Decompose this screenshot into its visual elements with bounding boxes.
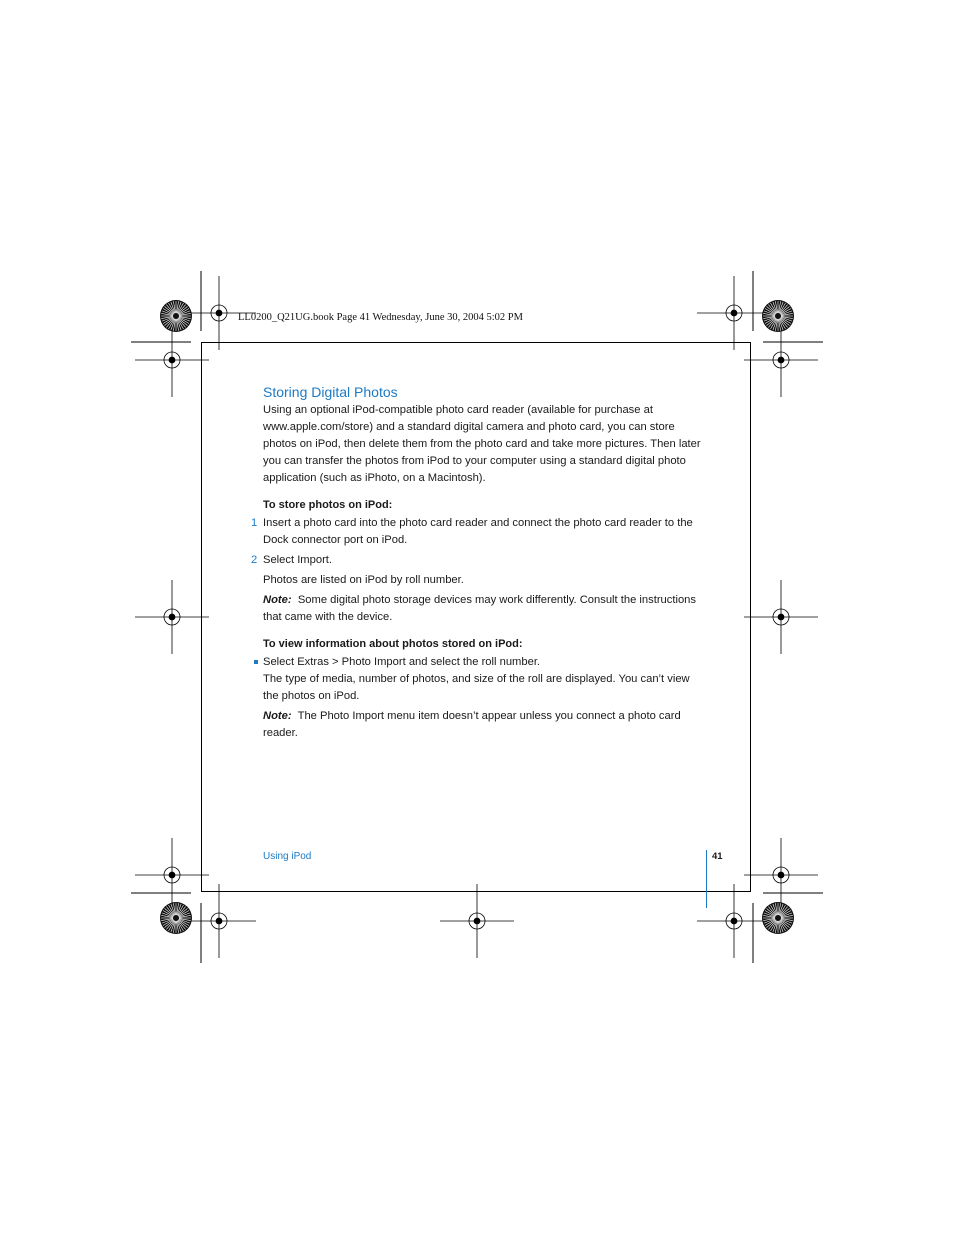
page-number: 41 <box>712 851 723 862</box>
step-text: Insert a photo card into the photo card reader and connect the photo card reader to the Dock connector port on iPod. <box>263 517 693 546</box>
bullet-text: Select Extras > Photo Import and select the roll number. <box>263 656 541 668</box>
note-text: Some digital photo storage devices may work differently. Consult the instructions that came with the device. <box>263 594 696 623</box>
view-note <box>263 708 703 742</box>
print-slug: LL0200_Q21UG.book Page 41 Wednesday, June 30, 2004 5:02 PM <box>238 312 523 323</box>
note-label: Note: <box>263 710 292 722</box>
intro-paragraph: Using an optional iPod-compatible photo card reader (available for purchase at www.apple.com/store) and a standard digital camera and photo card, you can store photos on iPod, then delete them from the photo card and take more pictures. Then later you can transfer the photos from iPod to your computer using a standard digital photo application (such as iPhoto, on a Macintosh). <box>263 404 701 484</box>
view-result: The type of media, number of photos, and size of the roll are displayed. You can’t view the photos on iPod. <box>263 673 690 702</box>
footer-chapter-name: Using iPod <box>263 851 312 862</box>
bullet-item <box>263 654 703 671</box>
store-result: Photos are listed on iPod by roll number. <box>263 574 464 586</box>
step-1 <box>251 515 703 549</box>
step-text: Select Import. <box>263 554 333 566</box>
bullet-icon <box>254 660 258 664</box>
footer-divider <box>706 850 707 908</box>
step-number: 1 <box>251 517 258 529</box>
store-note <box>263 592 703 626</box>
step-2 <box>251 552 703 569</box>
task-heading-view: To view information about photos stored on iPod: <box>263 638 523 650</box>
task-heading-store: To store photos on iPod: <box>263 499 393 511</box>
step-number: 2 <box>251 554 258 566</box>
section-title: Storing Digital Photos <box>263 384 398 400</box>
note-label: Note: <box>263 594 292 606</box>
note-text: The Photo Import menu item doesn’t appear unless you connect a photo card reader. <box>263 710 681 739</box>
page-content <box>251 383 703 749</box>
